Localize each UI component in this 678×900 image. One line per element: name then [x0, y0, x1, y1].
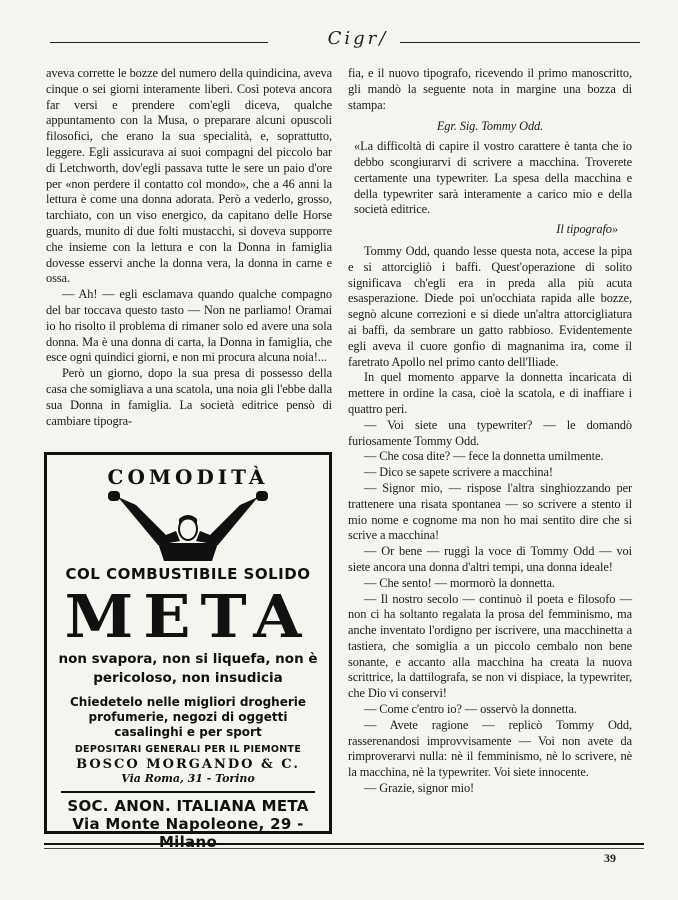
ad-claim-line: pericoloso, non insudicia — [93, 670, 283, 686]
ad-depot-label: DEPOSITARI GENERALI PER IL PIEMONTE — [74, 744, 302, 755]
paragraph: — Dico se sapete scrivere a macchina! — [364, 465, 553, 480]
footer-rule — [44, 843, 644, 845]
ad-headline: COMODITÀ — [107, 465, 269, 489]
header-rule-right — [400, 42, 640, 43]
letter — [348, 139, 632, 218]
ad-where-line: casalinghi e per sport — [114, 725, 262, 739]
letter-salutation: Egr. Sig. Tommy Odd. — [436, 119, 544, 134]
paragraph: Tommy Odd, quando lesse questa nota, accese la pipa e si attorcigliò i baffi. Quest'operazione di solito significava ch'egli era in preda alla più acuta esasperazione. Diede poi un'occhiata rapida alle bozze, segnò alcune correzioni e si diede un'altra attorcigliatura ai baffi, da sembrare un gatto rabbioso. Evidentemente egli aveva il cuore gonfio di magnanima ira, come il faretrato Apollo nel primo canto dell'Iliade. — [348, 243, 632, 369]
ad-divider — [61, 791, 315, 793]
ad-dealer: BOSCO MORGANDO & C. — [76, 757, 300, 772]
paragraph: — Che sento! — mormorò la donnetta. — [364, 575, 555, 590]
right-column — [348, 66, 632, 797]
paragraph: In quel momento apparve la donnetta incaricata di mettere in ordine la casa, cioè la scatola, e di inaffiare i quattro peri. — [348, 370, 632, 416]
letter-signature: Il tipografo» — [556, 222, 618, 237]
paragraph: — Voi siete una typewriter? — le domandò furiosamente Tommy Odd. — [348, 417, 632, 448]
header-logo: Cigr/ — [327, 28, 389, 49]
footer-rule-thin — [44, 848, 644, 849]
paragraph: — Ah! — egli esclamava quando qualche compagno del bar toccava questo tasto — Non ne parliamo! Oramai io ho risolto il problema di rimaner solo ed avere una sola donna. Ma è una donna di carta, la Donna in famiglia, che esce ogni quindici giorni, e non mi procura alcuna noia!... — [46, 287, 332, 365]
paragraph: — Signor mio, — rispose l'altra singhiozzando per trattenere una risata spontanea — so scrivere a stento il mio nome e cognome ma non ho mai sentito dire che si scrive a macchina! — [348, 480, 632, 543]
header-rule-left — [50, 42, 268, 43]
paragraph: aveva corrette le bozze del numero della quindicina, aveva cinque o sei giorni interamente liberi. Così poteva ancora far versi e prendere com'egli diceva, qualche appuntamento con la Musa, o preparare alcuni opuscoli filosofici, che erano la sua specialità, e, soprattutto, leggere. Egli assicurava ai suoi compagni del piccolo bar di Letchworth, dov'egli passava tutte le sere un paio d'ore per «non perdere il contatto col mondo», che a 46 anni la lettura è come una donna adorata. Però a vederlo, grosso, tarchiato, con un viso energico, da capitano delle Horse guards, munito di due folti mustacchi, si doveva supporre che insieme con la lettura e con la Donna in famiglia dovesse esservi anche la donna vera, la donna in carne e ossa. — [46, 66, 332, 286]
cheering-man-illustration — [88, 491, 288, 561]
paragraph: — Or bene — ruggì la voce di Tommy Odd — voi siete ancora una donna d'altri tempi, una donna ideale! — [348, 544, 632, 574]
ad-claim-line: non svapora, non si liquefa, non è — [58, 651, 318, 667]
letter-body: «La difficoltà di capire il vostro carattere è tanta che io debbo scongiurarvi di scrivere a macchina. Troverete certamente una typewriter. La spesa della macchina e della typewriter sarà interamente a carico mio e della società editrice. — [354, 139, 632, 217]
paragraph: — Che cosa dite? — fece la donnetta umilmente. — [364, 449, 604, 464]
ad-brand: META — [64, 581, 312, 652]
paragraph: Però un giorno, dopo la sua presa di possesso della casa che somigliava a una scatola, una noia gli l'ebbe dalla sua Donna in famiglia. La società editrice pensò di cambiare tipogra- — [46, 366, 332, 428]
paragraph: — Grazie, signor mio! — [364, 781, 475, 796]
ad-company-address: Via Monte Napoleone, 29 - Milano — [72, 815, 304, 851]
ad-subheadline: COL COMBUSTIBILE SOLIDO — [65, 565, 311, 583]
left-column — [46, 66, 332, 429]
page-number: 39 — [604, 851, 616, 865]
paragraph: — Come c'entro io? — osservò la donnetta. — [364, 702, 577, 717]
paragraph: — Il nostro secolo — continuò il poeta e filosofo — non ci ha soltanto regalata la prosa del femminismo, ma anche inventato l'ordigno per iscrivere, una macchinetta a tastiera, che somiglia a un piccolo cembalo non bene sonante, e accanto alla macchina ha creata la nuova scrittrice, la dattilografa, se non vi dispiace, la typewriter, che Dio vi conservi! — [348, 591, 632, 701]
ad-company: SOC. ANON. ITALIANA META — [67, 797, 309, 815]
ad-where-line: Chiedetelo nelle migliori drogherie — [69, 695, 307, 709]
paragraph: — Avete ragione — replicò Tommy Odd, rasserenandosi improvvisamente — Voi non avete da rimproverarvi nulla: nè il femminismo, nè lo scrivere, nè la macchina, nè la typewriter. Voi siete innocente. — [348, 717, 632, 780]
ad-dealer-address: Via Roma, 31 - Torino — [121, 772, 255, 785]
advertisement-meta — [44, 452, 332, 851]
ad-where-line: profumerie, negozi di oggetti — [88, 710, 288, 724]
paragraph: fia, e il nuovo tipografo, ricevendo il primo manoscritto, gli mandò la seguente nota in margine una bozza di stampa: — [348, 66, 632, 112]
page-header — [40, 28, 640, 54]
